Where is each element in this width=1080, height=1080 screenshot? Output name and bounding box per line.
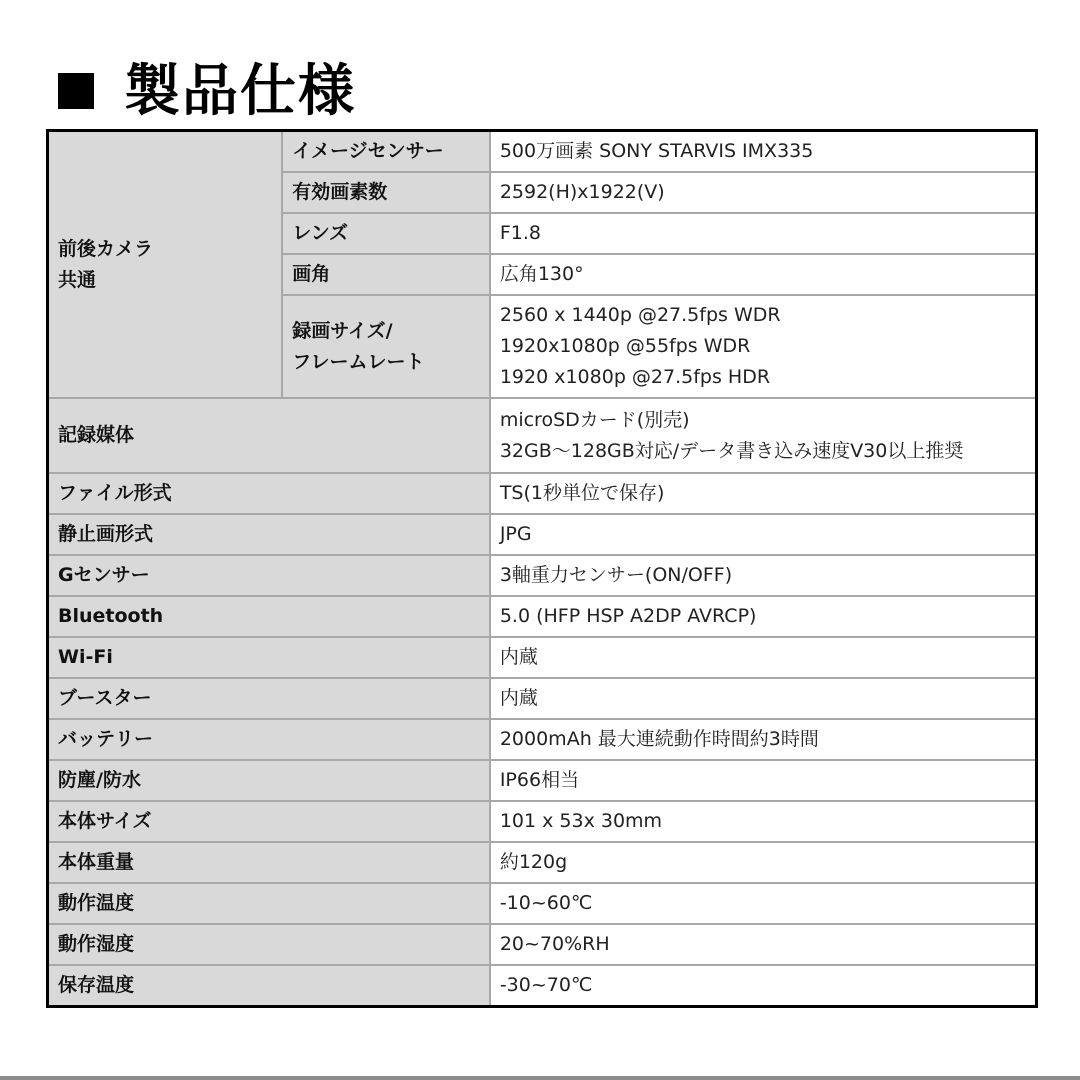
table-row [48,965,1037,1007]
table-row [48,842,1037,883]
square-bullet-icon [58,73,94,109]
spec-label: 有効画素数 [282,172,490,213]
spec-value: 500万画素 SONY STARVIS IMX335 [490,131,1037,173]
spec-label: Bluetooth [48,596,490,637]
spec-value: 2000mAh 最大連続動作時間約3時間 [490,719,1037,760]
spec-value: -10~60℃ [490,883,1037,924]
spec-value: -30~70℃ [490,965,1037,1007]
spec-label: 静止画形式 [48,514,490,555]
spec-label: 画角 [282,254,490,295]
spec-label: 本体重量 [48,842,490,883]
spec-value: 20~70%RH [490,924,1037,965]
spec-label: バッテリー [48,719,490,760]
spec-value: 内蔵 [490,637,1037,678]
group-label-camera: 前後カメラ 共通 [48,131,283,399]
spec-label: Wi-Fi [48,637,490,678]
spec-value: F1.8 [490,213,1037,254]
spec-label: 動作湿度 [48,924,490,965]
spec-value: microSDカード(別売) 32GB～128GB対応/データ書き込み速度V30以上推奨 [490,398,1037,473]
spec-label: レンズ [282,213,490,254]
page-title-text: 製品仕様 [124,59,356,124]
table-row [48,473,1037,514]
table-row [48,801,1037,842]
spec-label: 動作温度 [48,883,490,924]
spec-value: 約120g [490,842,1037,883]
table-row [48,514,1037,555]
spec-table [46,129,1038,1008]
spec-label: ファイル形式 [48,473,490,514]
spec-value: 5.0 (HFP HSP A2DP AVRCP) [490,596,1037,637]
spec-value: JPG [490,514,1037,555]
spec-label: イメージセンサー [282,131,490,173]
spec-value: 広角130° [490,254,1037,295]
table-row [48,637,1037,678]
table-row [48,398,1037,473]
table-row [48,719,1037,760]
spec-value: 内蔵 [490,678,1037,719]
spec-label: 記録媒体 [48,398,490,473]
spec-label: 本体サイズ [48,801,490,842]
spec-value: 2592(H)x1922(V) [490,172,1037,213]
spec-label: 防塵/防水 [48,760,490,801]
page-title [58,52,356,122]
table-row [48,760,1037,801]
spec-label: 録画サイズ/ フレームレート [282,295,490,398]
table-row [48,131,1037,173]
spec-value: TS(1秒単位で保存) [490,473,1037,514]
table-row [48,924,1037,965]
table-row [48,596,1037,637]
table-row [48,555,1037,596]
spec-label: ブースター [48,678,490,719]
spec-value: 2560 x 1440p @27.5fps WDR 1920x1080p @55fps WDR 1920 x1080p @27.5fps HDR [490,295,1037,398]
table-row [48,883,1037,924]
bottom-divider [0,1076,1080,1080]
spec-value: IP66相当 [490,760,1037,801]
spec-label: 保存温度 [48,965,490,1007]
spec-value: 101 x 53x 30mm [490,801,1037,842]
table-row [48,678,1037,719]
spec-label: Gセンサー [48,555,490,596]
spec-value: 3軸重力センサー(ON/OFF) [490,555,1037,596]
